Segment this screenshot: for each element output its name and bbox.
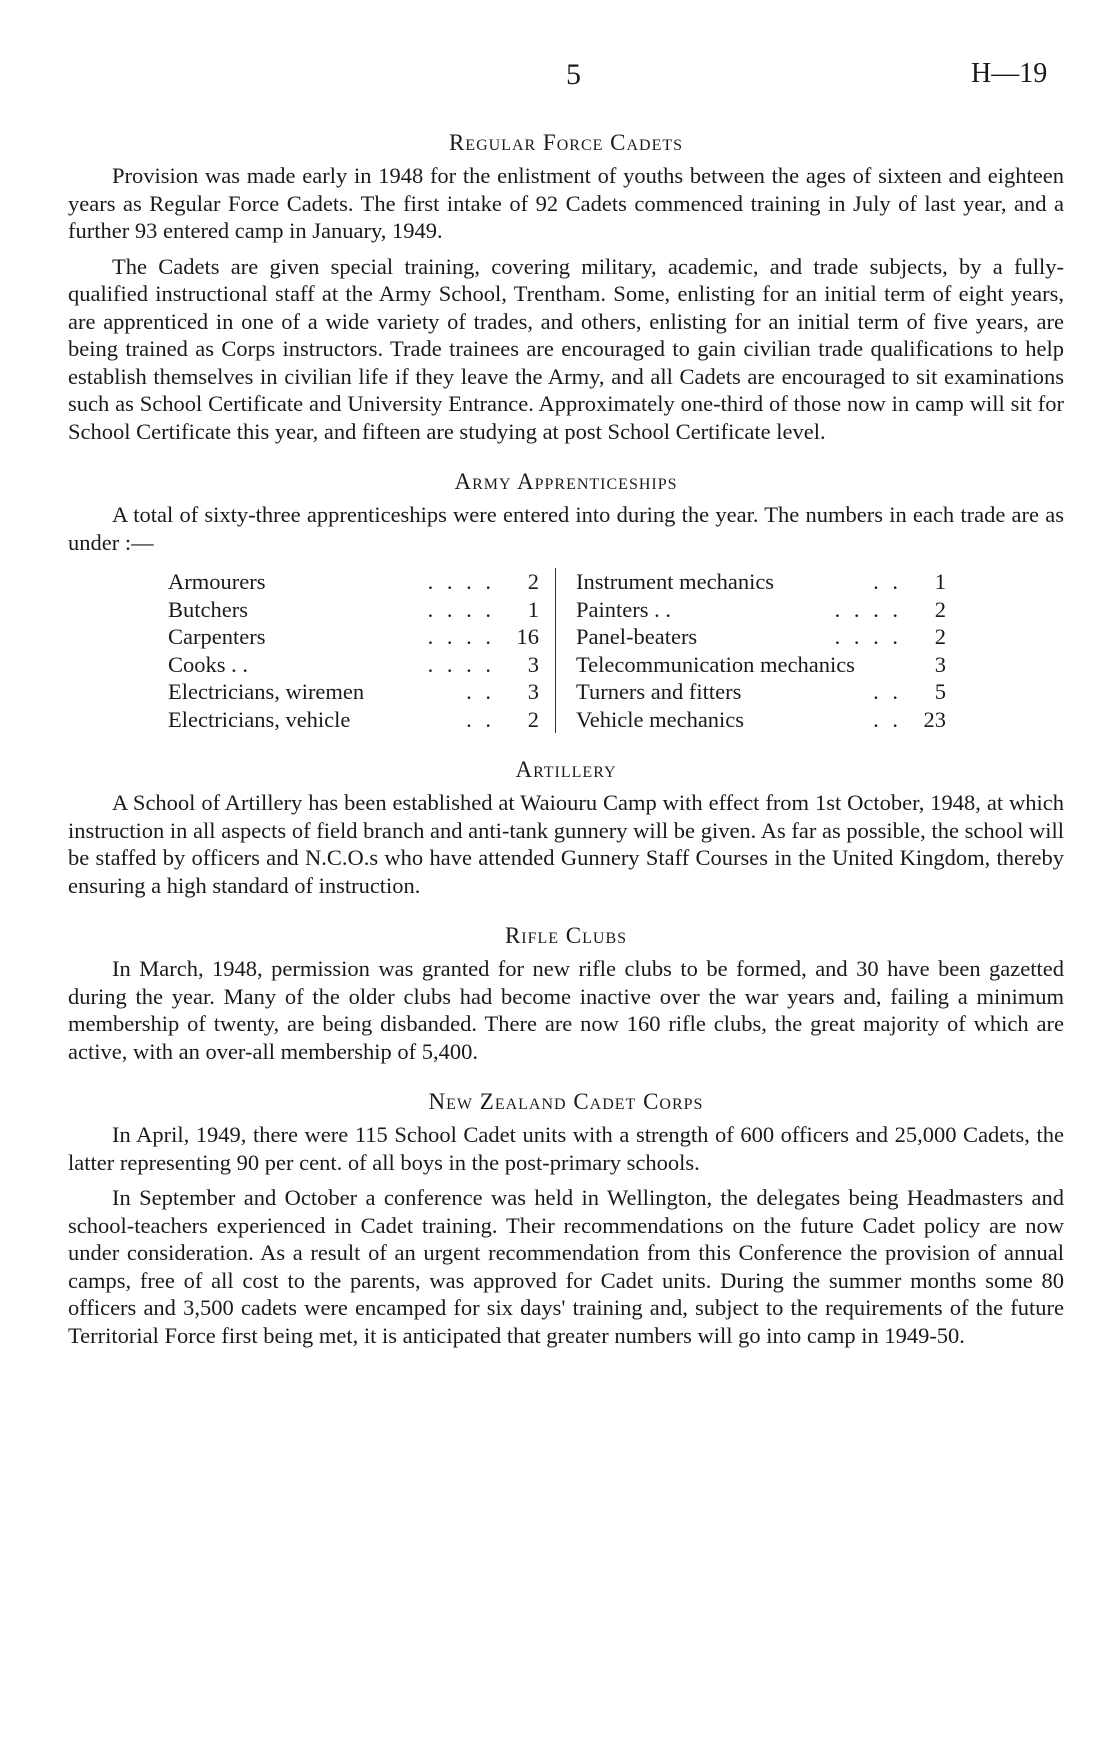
trade-count: 2: [934, 596, 946, 622]
section-heading: Army Apprenticeships: [454, 469, 678, 494]
trade-row: [576, 596, 962, 624]
document-reference: H—19: [971, 58, 1048, 89]
paragraph: The Cadets are given special training, covering military, academic, and trade subjects, by a fully-qualified instructional staff at the Army School, Trentham. Some, enlisting for an initial term of eight years, are apprenticed in one of a wide variety of trades, and others, enlisting for an initial term of five years, are being trained as Corps instructors. Trade trainees are encouraged to gain civilian trade qualifications to help establish themselves in civilian life if they leave the Army, and all Cadets are encouraged to sit examinations such as School Certificate and University Entrance. Approximately one-third of those now in camp will sit for School Certificate this year, and fifteen are studying at post School Certificate level.: [68, 253, 1064, 444]
page-header: [0, 58, 1114, 98]
trade-row: [576, 678, 962, 706]
trade-count: 3: [527, 651, 539, 677]
trade-name: Vehicle mechanics: [576, 706, 745, 732]
section-heading: Artillery: [515, 757, 617, 782]
leader-dots: . . . .: [834, 624, 902, 649]
leader-dots: . . . .: [427, 624, 495, 649]
leader-dots: . . . .: [427, 596, 495, 622]
trade-count: 1: [934, 569, 946, 594]
trade-name: Painters . .: [576, 596, 671, 622]
leader-dots: . . . .: [834, 596, 902, 622]
trade-count: 3: [527, 679, 539, 704]
trades-column-left: [168, 568, 556, 733]
page-body: [68, 130, 1064, 1357]
trade-name: Instrument mechanics: [576, 569, 775, 594]
leader-dots: . .: [466, 679, 495, 704]
trade-name: Butchers: [168, 596, 248, 622]
section-heading: New Zealand Cadet Corps: [428, 1089, 704, 1114]
leader-dots: . .: [873, 569, 902, 594]
trade-row: [168, 706, 555, 734]
leader-dots: . .: [873, 706, 902, 732]
leader-dots: . .: [466, 706, 495, 732]
trade-row: [168, 623, 555, 651]
trade-row: [576, 651, 962, 679]
trade-count: 3: [934, 651, 946, 677]
leader-dots: . .: [873, 679, 902, 704]
trade-count: 23: [923, 706, 946, 732]
trade-row: [576, 623, 962, 651]
paragraph: In September and October a conference was held in Wellington, the delegates being Headmasters and school-teachers experienced in Cadet training. Their recommendations on the future Cadet policy are now under consideration. As a result of an urgent recommendation from this Conference the provision of annual camps, free of all cost to the parents, was approved for Cadet units. During the summer months some 80 officers and 3,500 cadets were encamped for six days' training and, subject to the requirements of the future Territorial Force first being met, it is anticipated that greater numbers will go into camp in 1949-50.: [68, 1185, 1064, 1348]
leader-dots: [855, 651, 910, 679]
section-heading: Rifle Clubs: [504, 923, 628, 948]
paragraph: A School of Artillery has been established at Waiouru Camp with effect from 1st October, 1948, at which instruction in all aspects of field branch and anti-tank gunnery will be given. As far as possible, the school will be staffed by officers and N.C.O.s who have attended Gunnery Staff Courses in the United Kingdom, thereby ensuring a high standard of instruction.: [68, 790, 1064, 898]
trade-row: [168, 568, 555, 596]
paragraph: In March, 1948, permission was granted for new rifle clubs to be formed, and 30 have been gazetted during the year. Many of the older clubs had become inactive over the war years and, failing a minimum membership of twenty, are being disbanded. There are now 160 rifle clubs, the great majority of which are active, with an over-all membership of 5,400.: [68, 956, 1064, 1064]
section-heading: Regular Force Cadets: [448, 130, 684, 155]
trade-row: [576, 706, 962, 734]
trade-name: Turners and fitters: [576, 679, 742, 704]
trade-name: Cooks . .: [168, 651, 249, 677]
leader-dots: . . . .: [427, 569, 495, 594]
trade-row: [168, 678, 555, 706]
section-rifle-clubs: [68, 923, 1064, 1065]
section-regular-force-cadets: [68, 130, 1064, 445]
page-number: 5: [566, 58, 581, 91]
paragraph: A total of sixty-three apprenticeships were entered into during the year. The numbers in each trade are as under :—: [68, 502, 1064, 555]
trade-count: 2: [527, 569, 539, 594]
trade-row: [168, 651, 555, 679]
leader-dots: . . . .: [427, 651, 495, 677]
trade-row: [168, 596, 555, 624]
section-army-apprenticeships: [68, 469, 1064, 733]
trade-count: 2: [934, 624, 946, 649]
trades-column-right: [556, 568, 962, 733]
trade-name: Electricians, vehicle: [168, 706, 351, 732]
trades-table: [168, 568, 1064, 733]
trade-count: 16: [516, 624, 539, 649]
trade-name: Electricians, wiremen: [168, 679, 365, 704]
trade-count: 2: [527, 706, 539, 732]
section-artillery: [68, 757, 1064, 899]
paragraph: Provision was made early in 1948 for the enlistment of youths between the ages of sixteen and eighteen years as Regular Force Cadets. The first intake of 92 Cadets commenced training in July of last year, and a further 93 entered camp in January, 1949.: [68, 163, 1064, 243]
trade-name: Telecommunication mechanics: [576, 651, 855, 677]
section-nz-cadet-corps: [68, 1089, 1064, 1349]
trade-name: Panel-beaters: [576, 624, 698, 649]
trade-count: 1: [527, 596, 539, 622]
trade-name: Armourers: [168, 569, 266, 594]
paragraph: In April, 1949, there were 115 School Cadet units with a strength of 600 officers and 25,000 Cadets, the latter representing 90 per cent. of all boys in the post-primary schools.: [68, 1122, 1064, 1175]
trade-name: Carpenters: [168, 624, 266, 649]
trade-row: [576, 568, 962, 596]
trade-count: 5: [934, 679, 946, 704]
